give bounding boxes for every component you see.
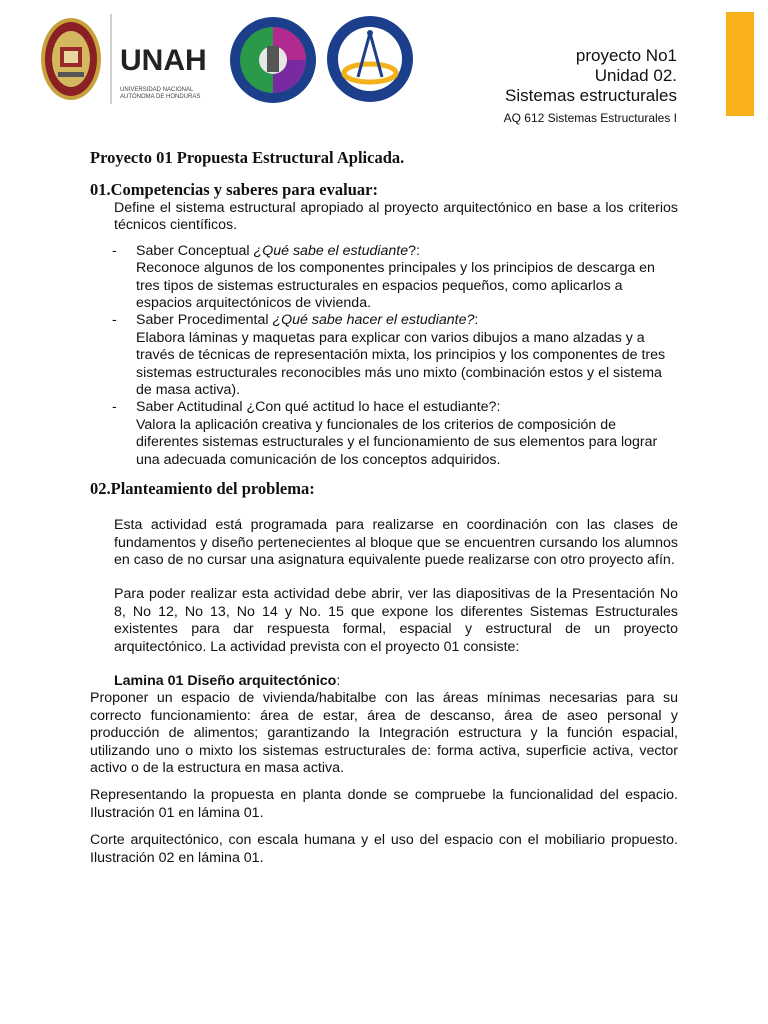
list-item (90, 399, 678, 469)
unah-subtitle-line2: AUTÓNOMA DE HONDURAS (120, 94, 201, 100)
list-item (90, 312, 678, 399)
document-body (90, 148, 678, 867)
unit-label: Unidad 02. (594, 66, 677, 85)
bullet-dash: - (112, 399, 117, 416)
lamina-paragraph-3: Corte arquitectónico, con escala humana y el uso del espacio con el mobiliario propuesto. Ilustración 02 en lámina 01. (90, 832, 678, 866)
faculty-logo (229, 16, 317, 104)
list-item-body: Valora la aplicación creativa y funcionales de los criterios de composición de diferentes sistemas estructurales y el funcionamiento de sus elementos para lograr una adecuada comunicación de los conceptos adquiridos. (136, 416, 658, 468)
university-seal-logo (40, 17, 102, 101)
list-item-body: Reconoce algunos de los componentes principales y los principios de descarga en tres tipos de sistemas estructurales en espacios pequeños, como aplicarlos a espacios arquitectónicos de vivienda. (136, 260, 655, 312)
unah-wordmark: UNAH (120, 44, 207, 77)
lamina-paragraph-2: Representando la propuesta en planta donde se compruebe la funcionalidad del espacio. Ilustración 01 en lámina 01. (90, 787, 678, 821)
section1-heading: 01.Competencias y saberes para evaluar: (90, 180, 378, 199)
accent-bar (726, 12, 754, 116)
topic-label: Sistemas estructurales (505, 86, 677, 105)
bullet-dash: - (112, 242, 117, 259)
section2-paragraph-2: Para poder realizar esta actividad debe abrir, ver las diapositivas de la Presentación No 8, No 12, No 13, No 14 y No. 15 que expone los diferentes Sistemas Estructurales existentes para dar respuesta formal, espacial y estructural de un proyecto arquitectónico. La actividad prevista con el proyecto 01 consiste: (114, 586, 678, 655)
list-item-heading: Saber Conceptual ¿Qué sabe el estudiante?: (136, 242, 420, 259)
section1-intro: Define el sistema estructural apropiado al proyecto arquitectónico en base a los criterios técnicos científicos. (114, 200, 678, 234)
header-info (504, 46, 677, 126)
unah-logo (110, 14, 220, 104)
bullet-dash: - (112, 312, 117, 329)
competencies-list (90, 243, 678, 469)
list-item (90, 243, 678, 313)
list-item-heading: Saber Procedimental ¿Qué sabe hacer el estudiante?: (136, 312, 479, 329)
project-label: proyecto No1 (575, 46, 677, 65)
course-label: AQ 612 Sistemas Estructurales I (503, 111, 677, 125)
lamina-heading: Lamina 01 Diseño arquitectónico: (114, 672, 341, 689)
header-divider (110, 14, 112, 104)
list-item-body: Elabora láminas y maquetas para explicar con varios dibujos a mano alzadas y a través de técnicas de representación mixta, los principios y los componentes de tres sistemas estructurales reconocibles más uno mixto (combinación estos y el sistema de masa activa). (136, 329, 666, 399)
architecture-career-logo (326, 15, 414, 103)
unah-subtitle-line1: UNIVERSIDAD NACIONAL (120, 87, 194, 93)
section2-paragraph-1: Esta actividad está programada para realizarse en coordinación con las clases de fundamentos y diseño pertenecientes al bloque que se encuentren cursando los alumnos en caso de no cursar una asignatura equivalente puede realizarse con otro proyecto afín. (114, 517, 678, 568)
list-item-heading: Saber Actitudinal ¿Con qué actitud lo hace el estudiante?: (136, 399, 501, 416)
section2-heading: 02.Planteamiento del problema: (90, 479, 315, 499)
document-title: Proyecto 01 Propuesta Estructural Aplicada. (90, 148, 405, 167)
lamina-paragraph-1: Proponer un espacio de vivienda/habitalbe con las áreas mínimas necesarias para su correcto funcionamiento: área de estar, área de descanso, área de aseo personal y producción de alimentos; garantizando la Integración estructura y la función espacial, utilizando uno o mixto los sistemas estructurales de: forma activa, superficie activa, vector activo o de la estructura en masa activa. (90, 690, 678, 776)
